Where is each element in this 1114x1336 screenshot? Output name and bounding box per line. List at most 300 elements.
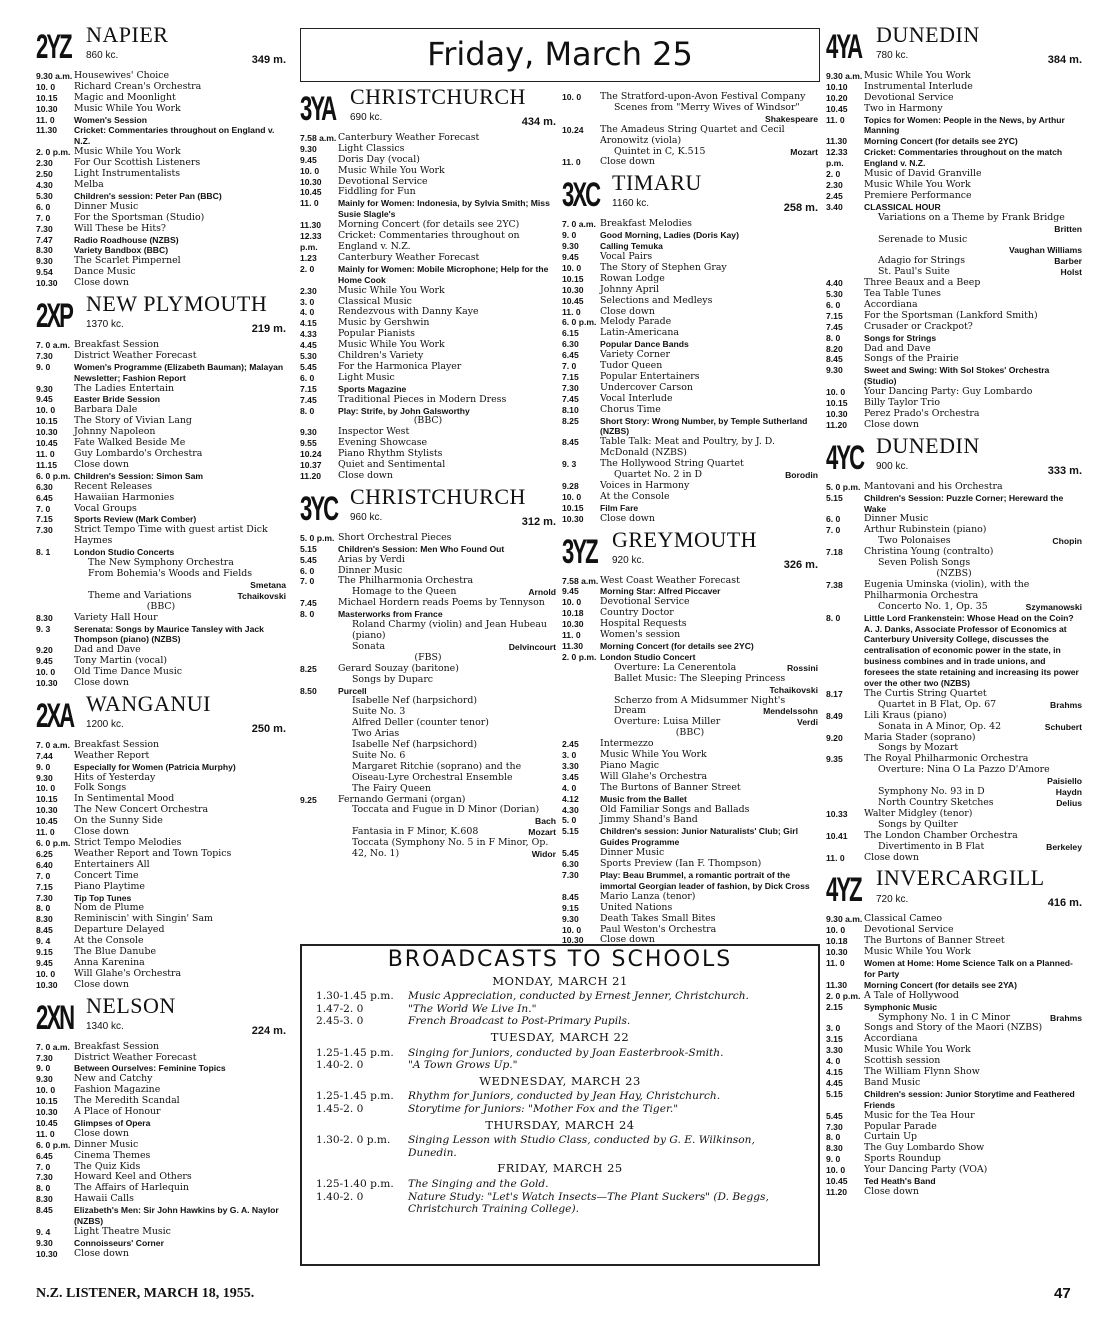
programme-row bbox=[300, 718, 556, 729]
programme-time: 7.45 bbox=[300, 598, 317, 609]
programme-time: 6. 0 p.m. bbox=[36, 470, 71, 481]
programme-time: 5.30 bbox=[36, 190, 53, 201]
programme-time: 6.45 bbox=[562, 350, 579, 361]
programme-time: 9.30 bbox=[300, 427, 317, 438]
programme-time: 7.45 bbox=[562, 393, 579, 404]
programme-title: Music for the Tea Hour bbox=[864, 1109, 975, 1121]
programme-time bbox=[300, 587, 338, 598]
programme-title: Scottish session bbox=[864, 1055, 941, 1067]
programme-time: 10. 0 bbox=[562, 597, 582, 608]
programme-title: Strict Tempo Time with guest artist Dick Haymes bbox=[74, 524, 268, 547]
footer-issue: N.Z. LISTENER, MARCH 18, 1955. bbox=[36, 1286, 255, 1301]
programme-time: 10.45 bbox=[826, 103, 848, 114]
programme-title: Breakfast Session bbox=[74, 1040, 160, 1052]
schools-title: Singing Lesson with Studio Class, conducted by G. E. Wilkinson, Dunedin. bbox=[408, 1134, 755, 1159]
programme-time: 7. 0 a.m. bbox=[36, 339, 70, 350]
programme-row bbox=[826, 1078, 1082, 1089]
schools-time: 1.25-1.40 p.m. bbox=[316, 1177, 394, 1190]
programme-title: The Hollywood String Quartet bbox=[600, 458, 744, 470]
programme-title: Band Music bbox=[864, 1076, 921, 1088]
station-name: NELSON bbox=[86, 992, 176, 1018]
programme-row bbox=[36, 1107, 286, 1118]
page-date: Friday, March 25 bbox=[300, 28, 820, 82]
schools-day: TUESDAY, MARCH 22 bbox=[490, 1029, 630, 1044]
programme-time: 9.30 a.m. bbox=[826, 914, 863, 925]
programme-row bbox=[36, 1042, 286, 1053]
programme-time: 6. 0 p.m. bbox=[562, 317, 597, 328]
station-greymouth bbox=[562, 526, 818, 957]
programme-time: 10.30 bbox=[36, 427, 58, 438]
programme-time: 6. 0 bbox=[826, 299, 841, 310]
programme-row bbox=[36, 1053, 286, 1064]
programme-row bbox=[300, 675, 556, 686]
programme-title: Morning Concert (for details see 2YC) bbox=[600, 640, 754, 651]
programme-row bbox=[826, 235, 1082, 246]
programme-title: Cinema Themes bbox=[74, 1149, 151, 1161]
programme-title: Children's session: Junior Storytime and Feathered Friends bbox=[864, 1088, 1075, 1110]
programme-title: Music of David Granville bbox=[864, 168, 982, 180]
programme-row bbox=[36, 235, 286, 246]
broadcasts-to-schools-box bbox=[300, 944, 820, 1266]
composer-name: Mozart bbox=[528, 827, 556, 838]
programme-row bbox=[562, 514, 818, 525]
programme-time: 11.30 bbox=[826, 979, 848, 990]
programme-time: 10.30 bbox=[36, 1248, 58, 1259]
programme-title: Roland Charmy (violin) and Jean Hubeau (piano) bbox=[352, 619, 547, 641]
programme-time: 7.30 bbox=[36, 1052, 53, 1063]
programme-title: Music While You Work bbox=[864, 178, 971, 190]
programme-title: Suite No. 6 bbox=[352, 749, 406, 761]
programme-title: Gerard Souzay (baritone) bbox=[338, 662, 459, 674]
station-wavelength: 434 m. bbox=[521, 116, 556, 128]
spacer bbox=[826, 1198, 1082, 1208]
programme-time: 2.45 bbox=[826, 190, 843, 201]
programme-title: Mainly for Women: Indonesia, by Sylvia Smith; Miss Susie Slagle's bbox=[338, 198, 550, 220]
programme-title: Homage to the Queen Arnold bbox=[352, 586, 556, 598]
programme-title: Little Lord Frankenstein: Whose Head on the Coin? A. J. Danks, Associate Professor of Economics at Canterbury University College, discusses the centralisation of economic power in the state, in business combines and in trade unions, and foresees the state retaining and increasing its power over the other two (NZBS) bbox=[864, 612, 1079, 689]
programme-time: 7.30 bbox=[562, 382, 579, 393]
composer-name: Tchaikovski bbox=[237, 590, 286, 601]
schools-title: Rhythm for Juniors, conducted by Jean Hay, Christchurch. bbox=[408, 1090, 721, 1103]
programme-title: Magic and Moonlight bbox=[74, 91, 176, 103]
programme-row bbox=[562, 783, 818, 794]
programme-title: Light Theatre Music bbox=[74, 1226, 171, 1237]
programme-time: 7. 0 bbox=[36, 503, 51, 514]
programme-row bbox=[36, 882, 286, 893]
programme-time: 7.38 bbox=[826, 579, 843, 590]
programme-row bbox=[300, 555, 556, 566]
programme-title: Serenata: Songs by Maurice Tansley with Jack Thompson (piano) (NZBS) bbox=[74, 623, 264, 645]
programme-time: 6.30 bbox=[562, 339, 579, 350]
programme-time: 3.30 bbox=[562, 760, 579, 771]
programme-row bbox=[562, 492, 818, 503]
station-wanganui bbox=[36, 690, 286, 1001]
programme-time: 8. 0 bbox=[300, 609, 315, 620]
programme-title: Elizabeth's Men: Sir John Hawkins by G. A. Naylor (NZBS) bbox=[74, 1205, 279, 1227]
programme-title: Music While You Work bbox=[338, 164, 445, 176]
programme-time: 10.15 bbox=[36, 1096, 58, 1107]
programme-title: A Place of Honour bbox=[74, 1106, 161, 1118]
programme-time: 9. 4 bbox=[36, 1227, 51, 1237]
programme-title: Canterbury Weather Forecast bbox=[338, 131, 480, 143]
programme-title: Light Music bbox=[338, 371, 395, 383]
programme-title: Dinner Music bbox=[864, 513, 929, 525]
programme-title: Fiddling for Fun bbox=[338, 186, 416, 198]
programme-time: 9.15 bbox=[562, 902, 579, 913]
schools-title: Singing for Juniors, conducted by Joan Easterbrook-Smith. bbox=[408, 1046, 724, 1059]
station-callsign: 2XP bbox=[36, 297, 72, 336]
programme-time bbox=[826, 798, 864, 809]
programme-title: Weather Report and Town Topics bbox=[74, 847, 232, 859]
programme-time: 8.45 bbox=[562, 891, 579, 902]
programme-time bbox=[300, 805, 338, 827]
programme-row bbox=[36, 362, 286, 384]
programme-title: Songs by Duparc bbox=[352, 673, 434, 685]
programme-time: 7. 0 a.m. bbox=[36, 739, 70, 750]
programme-row bbox=[562, 674, 818, 696]
programme-row bbox=[300, 664, 556, 675]
programme-time: 11. 0 bbox=[36, 827, 55, 838]
programme-time: 4. 0 bbox=[562, 782, 577, 793]
programme-title: Johnny Napoleon bbox=[74, 426, 156, 438]
programme-time: 10.45 bbox=[36, 438, 58, 449]
programme-time: 10.15 bbox=[36, 416, 58, 427]
programme-time: 2.15 bbox=[826, 1001, 843, 1012]
station-wavelength: 416 m. bbox=[1047, 897, 1082, 910]
programme-title: Scherzo from A Midsummer Night's Dream Mendelssohn bbox=[614, 694, 818, 717]
programme-row bbox=[36, 762, 286, 773]
station-name: CHRISTCHURCH bbox=[350, 84, 526, 109]
programme-title: Walter Midgley (tenor) bbox=[864, 807, 973, 819]
programme-title: Quartet No. 2 in D Borodin bbox=[614, 469, 818, 481]
programme-time: 8.30 bbox=[36, 914, 53, 925]
schools-title: Music Appreciation, conducted by Ernest Jenner, Christchurch. bbox=[408, 990, 749, 1003]
station-new-plymouth bbox=[36, 291, 286, 699]
programme-time: 11. 0 bbox=[826, 852, 845, 863]
programme-time: 7.30 bbox=[36, 223, 53, 234]
programme-time: 6. 0 p.m. bbox=[36, 1139, 71, 1150]
programme-row bbox=[300, 395, 556, 406]
column-3 bbox=[562, 92, 818, 956]
programme-time: 8.30 bbox=[36, 612, 53, 623]
schools-time: 1.40-2. 0 bbox=[316, 1059, 364, 1072]
programme-title: Dad and Dave bbox=[864, 342, 931, 354]
composer-name: Schubert bbox=[1044, 721, 1082, 732]
programme-title: The Blue Danube bbox=[74, 946, 157, 958]
programme-time bbox=[562, 696, 600, 718]
programme-title: The Ladies Entertain bbox=[74, 382, 175, 394]
programme-title: Music While You Work bbox=[864, 946, 971, 958]
programme-time: 8.25 bbox=[562, 415, 579, 426]
programme-time: 9.30 bbox=[300, 143, 317, 154]
programme-time: 8.25 bbox=[300, 663, 317, 674]
programme-title: Doris Day (vocal) bbox=[338, 153, 420, 165]
programme-time: 9.30 bbox=[36, 383, 53, 394]
programme-row bbox=[562, 630, 818, 641]
station-title bbox=[612, 170, 818, 212]
programme-title: Accordiana bbox=[864, 298, 918, 310]
programme-title: London Studio Concerts bbox=[74, 547, 175, 558]
programme-time: 9.35 bbox=[826, 754, 843, 765]
programme-row bbox=[826, 322, 1082, 333]
programme-title: Sonata in A Minor, Op. 42 Schubert bbox=[878, 720, 1082, 732]
programme-time: 5.15 bbox=[300, 543, 317, 554]
programme-row bbox=[300, 286, 556, 297]
programme-title: Old Time Dance Music bbox=[74, 666, 182, 678]
programme-time: 4.45 bbox=[826, 1077, 843, 1088]
programme-title: Close down bbox=[74, 1247, 129, 1259]
programme-title: District Weather Forecast bbox=[74, 1051, 197, 1063]
programme-title: Hits of Yesterday bbox=[74, 771, 156, 783]
programme-time: 7. 0 bbox=[36, 870, 51, 881]
programme-row bbox=[562, 328, 818, 339]
programme-title: Women's Programme (Elizabeth Bauman); Malayan Newsletter; Fashion Report bbox=[74, 361, 284, 383]
programme-row bbox=[300, 533, 556, 544]
programme-time: 11.20 bbox=[300, 471, 322, 481]
station-callsign: 4YC bbox=[826, 438, 864, 477]
programme-row bbox=[36, 1194, 286, 1205]
programme-title: Concert Time bbox=[74, 869, 139, 881]
programme-row bbox=[36, 482, 286, 493]
programme-time bbox=[300, 675, 338, 686]
programme-title: Seven Polish Songs bbox=[878, 557, 971, 569]
programme-row bbox=[36, 224, 286, 235]
programme-title: Popular Dance Bands bbox=[600, 339, 689, 350]
programme-time: 10.18 bbox=[562, 608, 584, 619]
station-frequency: 1340 kc. bbox=[86, 1020, 124, 1032]
programme-row bbox=[826, 722, 1082, 733]
programme-title: Close down bbox=[74, 1127, 129, 1139]
programme-time bbox=[826, 820, 864, 831]
programme-time: 6.30 bbox=[36, 481, 53, 492]
programme-row bbox=[36, 980, 286, 991]
programme-title: Light Instrumentalists bbox=[74, 168, 181, 180]
programme-title: Billy Taylor Trio bbox=[864, 397, 941, 409]
programme-time: 9.30 bbox=[562, 241, 579, 252]
station-name: DUNEDIN bbox=[876, 22, 980, 47]
station-name: INVERCARGILL bbox=[876, 865, 1045, 891]
programme-time: 8.49 bbox=[826, 710, 843, 721]
programme-title: Close down bbox=[338, 470, 393, 481]
programme-title: Folk Songs bbox=[74, 782, 127, 794]
programme-title: Cricket: Commentaries throughout on the match England v. N.Z. bbox=[864, 147, 1063, 169]
programme-title: The New Symphony Orchestra bbox=[88, 557, 234, 569]
programme-title: Isabelle Nef (harpsichord) bbox=[352, 695, 478, 707]
programme-title: Close down bbox=[74, 978, 129, 990]
programme-time: 8.30 bbox=[36, 1194, 53, 1205]
programme-title: Morning Concert (for details see 2YC) bbox=[338, 219, 520, 231]
programme-title: Variety Hall Hour bbox=[74, 611, 158, 623]
programme-row bbox=[826, 333, 1082, 344]
programme-row bbox=[562, 859, 818, 870]
programme-title: The New Concert Orchestra bbox=[74, 804, 209, 816]
programme-title: The Stratford-upon-Avon Festival Company bbox=[600, 91, 806, 102]
programme-time bbox=[300, 620, 338, 642]
programme-title: Concerto No. 1, Op. 35 Szymanowski bbox=[878, 600, 1082, 612]
programme-time: 11.15 bbox=[36, 459, 58, 470]
programme-row bbox=[300, 471, 556, 482]
programme-title: Tudor Queen bbox=[600, 360, 663, 372]
programme-time: 7.30 bbox=[36, 350, 53, 361]
programme-row bbox=[300, 166, 556, 177]
programme-time: 9.45 bbox=[562, 251, 579, 262]
programme-time: 5.15 bbox=[826, 492, 843, 503]
programme-title: Fantasia in F Minor, K.608 Mozart bbox=[352, 826, 556, 838]
programme-row bbox=[36, 1205, 286, 1227]
programme-title: Guy Lombardo's Orchestra bbox=[74, 448, 203, 459]
schools-item bbox=[316, 1059, 804, 1072]
programme-row bbox=[300, 762, 556, 784]
programme-title: Music While You Work bbox=[864, 1044, 971, 1056]
programme-title: Piano Magic bbox=[600, 759, 659, 771]
programme-title: Cricket: Commentaries throughout on England v. N.Z. bbox=[338, 230, 520, 252]
programme-row bbox=[36, 104, 286, 115]
station-title bbox=[350, 84, 556, 126]
programme-time bbox=[562, 470, 600, 481]
schools-day: WEDNESDAY, MARCH 23 bbox=[479, 1073, 641, 1088]
programme-time: 9.25 bbox=[300, 794, 317, 805]
programme-title: Symphony No. 1 in C Minor Brahms bbox=[878, 1011, 1082, 1023]
programme-row bbox=[826, 93, 1082, 104]
page-number: 47 bbox=[1054, 1285, 1071, 1302]
programme-row bbox=[300, 373, 556, 384]
programme-time: 11.30 bbox=[826, 136, 848, 147]
programme-title: Topics for Women: People in the News, by Arthur Manning bbox=[864, 114, 1065, 136]
programme-row bbox=[826, 831, 1082, 842]
programme-credit: (FBS) bbox=[414, 651, 442, 663]
programme-time: 8.45 bbox=[36, 1205, 53, 1216]
schools-item bbox=[316, 1178, 804, 1191]
programme-time: 9. 0 bbox=[562, 230, 577, 241]
programme-title: Close down bbox=[74, 458, 129, 470]
programme-title: Suite No. 3 bbox=[352, 706, 406, 718]
programme-time bbox=[826, 700, 864, 711]
programme-title: Adagio for Strings Barber bbox=[878, 255, 1082, 267]
schools-time: 2.45-3. 0 bbox=[316, 1015, 364, 1028]
programme-time: 8.20 bbox=[826, 343, 843, 354]
composer-name: Rossini bbox=[786, 662, 818, 673]
programme-time: 10.30 bbox=[562, 284, 584, 295]
programme-time: 1.23 bbox=[300, 252, 317, 263]
programme-row bbox=[826, 947, 1082, 958]
programme-title: Sweet and Swing: With Sol Stokes' Orchestra (Studio) bbox=[864, 365, 1050, 387]
station-wavelength: 224 m. bbox=[251, 1024, 286, 1037]
programme-time: 7. 0 bbox=[36, 212, 51, 223]
schools-item bbox=[316, 1134, 804, 1159]
programme-time: 6.40 bbox=[36, 859, 53, 870]
programme-title: Close down bbox=[600, 934, 655, 946]
programme-title: Music While You Work bbox=[338, 284, 445, 296]
schools-heading: BROADCASTS TO SCHOOLS bbox=[387, 947, 733, 972]
programme-title: Quintet in C, K.515 Mozart bbox=[614, 145, 818, 157]
programme-time: 7.15 bbox=[300, 383, 317, 394]
programme-title: Music While You Work bbox=[74, 102, 181, 114]
spacer bbox=[36, 1260, 286, 1270]
programme-time: 4.15 bbox=[826, 1067, 843, 1078]
programme-time: 11. 0 bbox=[562, 630, 581, 641]
composer-name: Delius bbox=[1056, 798, 1082, 808]
station-name: WANGANUI bbox=[86, 690, 211, 716]
programme-time: 10.41 bbox=[826, 830, 848, 841]
spacer bbox=[300, 860, 556, 870]
programme-time: 6. 0 bbox=[300, 565, 315, 576]
composer-name: Mendelssohn bbox=[763, 706, 818, 717]
programme-time bbox=[826, 267, 864, 278]
programme-time: 4.30 bbox=[562, 804, 579, 815]
programme-title: Richard Crean's Orchestra bbox=[74, 80, 202, 92]
programme-time: 11.30 bbox=[36, 125, 58, 136]
programme-time: 7. 0 a.m. bbox=[562, 219, 596, 230]
programme-time: 10.30 bbox=[36, 678, 58, 689]
programme-title: At the Console bbox=[74, 935, 144, 947]
schools-item bbox=[316, 1003, 804, 1016]
programme-time: 8. 0 bbox=[826, 1132, 841, 1143]
programme-title: Instrumental Interlude bbox=[864, 80, 973, 92]
programme-title: Entertainers All bbox=[74, 858, 150, 870]
composer-name: Brahms bbox=[1050, 699, 1082, 710]
programme-title: Variety Bandbox (BBC) bbox=[74, 245, 169, 256]
programme-title: The Amadeus String Quartet and Cecil Aronowitz (viola) bbox=[600, 123, 785, 146]
programme-time: 8.10 bbox=[562, 404, 579, 415]
programme-time: 10.30 bbox=[562, 513, 584, 524]
composer-name: Haydn bbox=[1055, 787, 1082, 798]
programme-title: Overture: La Cenerentola Rossini bbox=[614, 661, 818, 673]
programme-title: Selections and Medleys bbox=[600, 294, 713, 306]
programme-title: Breakfast Session bbox=[74, 338, 160, 350]
programme-row bbox=[826, 1187, 1082, 1198]
programme-row bbox=[826, 525, 1082, 536]
programme-title: The Curtis String Quartet bbox=[864, 687, 987, 699]
schools-item bbox=[316, 990, 804, 1003]
programme-time: 9.30 bbox=[36, 256, 53, 267]
programme-row bbox=[300, 187, 556, 198]
station-frequency: 780 kc. bbox=[876, 50, 909, 62]
programme-title: Play: Strife, by John Galsworthy bbox=[338, 405, 470, 416]
programme-title: Tip Top Tunes bbox=[74, 892, 132, 903]
programme-row bbox=[826, 1111, 1082, 1122]
programme-time bbox=[826, 213, 864, 235]
programme-time: 7.30 bbox=[36, 892, 53, 903]
programme-time: 10.45 bbox=[300, 187, 322, 198]
station-title bbox=[612, 526, 818, 569]
programme-row bbox=[826, 136, 1082, 147]
programme-time bbox=[562, 147, 600, 158]
programme-time: 10.30 bbox=[36, 278, 58, 289]
programme-title: Melba bbox=[74, 178, 104, 190]
programme-time: 10. 0 bbox=[826, 925, 846, 936]
programme-time: 7.30 bbox=[36, 1172, 53, 1183]
programme-row bbox=[36, 1151, 286, 1162]
programme-title: Morning Concert (for details see 2YC) bbox=[864, 136, 1018, 147]
programme-time: 6.45 bbox=[36, 1150, 53, 1161]
programme-credit: (BBC) bbox=[413, 415, 443, 427]
programme-time: 9.30 a.m. bbox=[36, 70, 73, 81]
station-name: CHRISTCHURCH bbox=[350, 483, 526, 509]
composer-name: Delvincourt bbox=[508, 641, 556, 652]
programme-title: For the Sportsman (Lankford Smith) bbox=[864, 309, 1038, 321]
programme-row bbox=[826, 1165, 1082, 1176]
programme-time: 7.45 bbox=[826, 321, 843, 332]
programme-time: 9. 4 bbox=[36, 936, 51, 947]
station-wavelength: 258 m. bbox=[783, 202, 818, 215]
programme-title: Sports Roundup bbox=[864, 1153, 941, 1165]
programme-row bbox=[826, 1002, 1082, 1013]
programme-title: Devotional Service bbox=[600, 596, 690, 608]
programme-title: Hawaii Calls bbox=[74, 1193, 134, 1205]
programme-time bbox=[300, 696, 338, 707]
station-name: NAPIER bbox=[86, 22, 169, 47]
programme-time bbox=[826, 602, 864, 613]
